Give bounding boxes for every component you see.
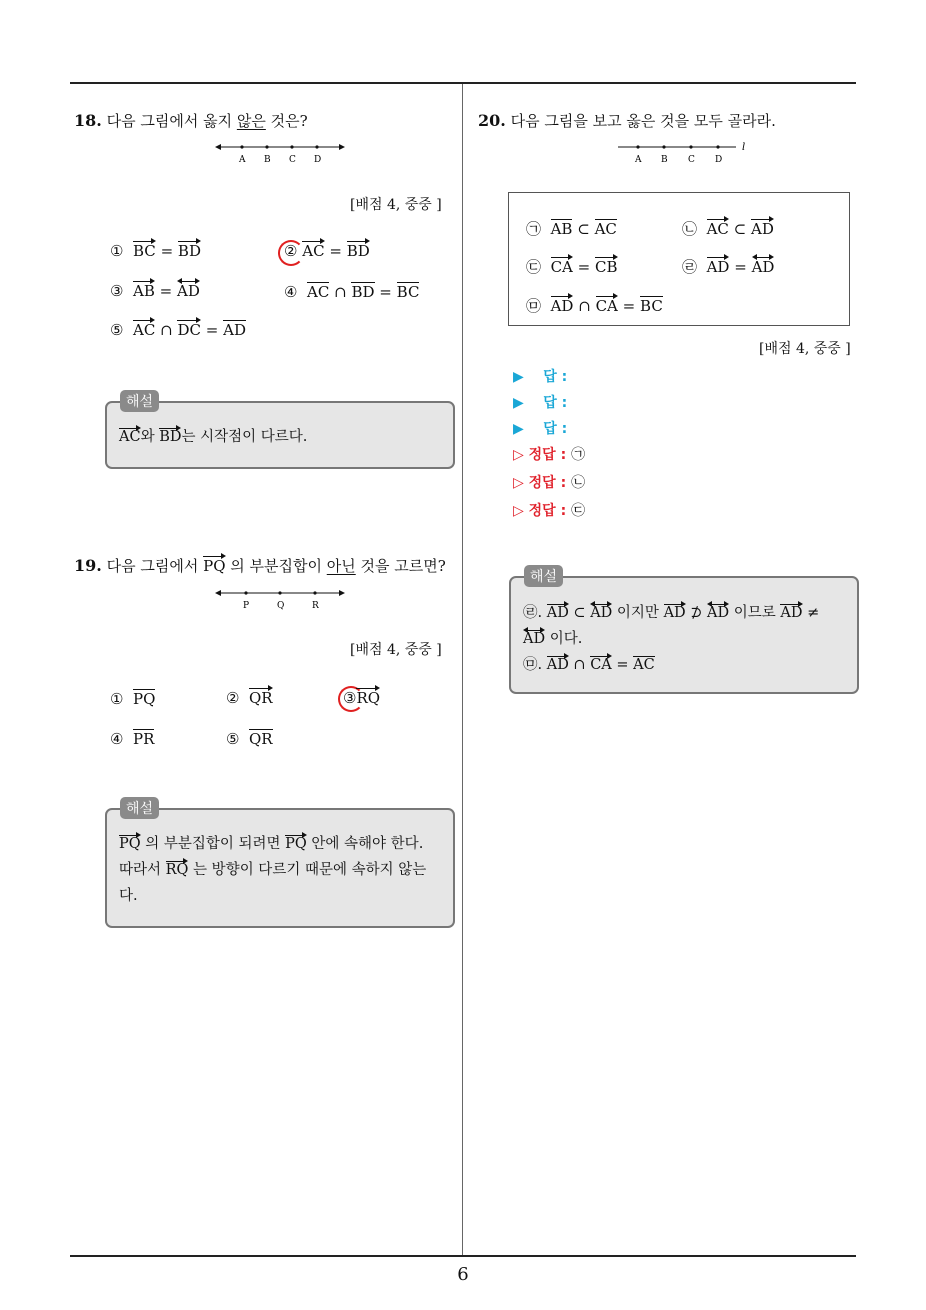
q20-item-1: ㉠ AB ⊂ AC <box>526 220 617 238</box>
q19-option-1[interactable]: ① PQ <box>110 690 156 708</box>
q19-explanation-box <box>105 808 455 928</box>
answer-line-3[interactable]: ▶ 답 : <box>513 421 568 437</box>
q20-item-2: ㉡ AC ⊂ AD <box>682 220 774 238</box>
q18-text-end: 것은? <box>265 112 308 130</box>
q18-option-3[interactable]: ③ AB = AD <box>110 282 200 300</box>
q18-point-label: B <box>264 155 271 165</box>
outline-arrow-icon: ▷ <box>513 475 524 491</box>
q18-underlined: 않은 <box>236 112 266 130</box>
q18-title <box>74 110 308 131</box>
q18-point-label: A <box>239 155 246 165</box>
q20-point-label: D <box>715 155 723 165</box>
q18-option-4[interactable]: ④ AC ∩ BD = BC <box>284 283 420 301</box>
play-arrow-icon: ▶ <box>513 395 524 411</box>
top-rule <box>70 82 856 84</box>
column-divider <box>462 84 463 1256</box>
q20-explanation-box <box>509 576 859 694</box>
q18-explanation: AC와 BD는 시작점이 다르다. <box>119 429 308 445</box>
answer-line-2[interactable]: ▶ 답 : <box>513 395 568 411</box>
q18-explanation-box <box>105 401 455 469</box>
q18-point-label: D <box>314 155 322 165</box>
q19-point-label: Q <box>277 601 285 611</box>
q20-point-label: B <box>661 155 668 165</box>
q19-option-5[interactable]: ⑤ QR <box>226 730 273 748</box>
q18-point-label: C <box>289 155 296 165</box>
q18-explanation-tag: 해설 <box>120 390 159 412</box>
page-number: 6 <box>457 1264 469 1285</box>
q18-option-2[interactable]: ② AC = BD <box>284 242 370 260</box>
correct-answer-3: ▷ 정답 : ㉢ <box>513 503 586 519</box>
play-arrow-icon: ▶ <box>513 421 524 437</box>
q19-option-4[interactable]: ④ PR <box>110 730 155 748</box>
bottom-rule <box>70 1255 856 1257</box>
q19-point-label: P <box>243 601 250 611</box>
q20-line-figure <box>618 140 748 166</box>
outline-arrow-icon: ▷ <box>513 447 524 463</box>
q19-explanation: PQ 의 부분집합이 되려면 PQ 안에 속해야 한다. 따라서 RQ 는 방향이 다르기 때문에 속하지 않는 다. <box>119 836 427 904</box>
q19-option-3[interactable]: ③RQ <box>343 689 381 707</box>
outline-arrow-icon: ▷ <box>513 503 524 519</box>
q19-line-figure <box>215 586 345 612</box>
q18-line-figure <box>215 140 345 166</box>
q20-item-3: ㉢ CA = CB <box>526 258 618 276</box>
q20-explanation: ㉣. AD ⊂ AD 이지만 AD ⊅ AD 이므로 AD ≠ AD 이다. ㉤. AD ∩ CA = AC <box>523 600 819 678</box>
q19-option-2[interactable]: ② QR <box>226 689 273 707</box>
q20-item-5: ㉤ AD ∩ CA = BC <box>526 297 663 315</box>
q18-number: 18. <box>74 111 102 130</box>
q18-score: [배점 4, 중중 ] <box>350 197 442 213</box>
q18-option-5[interactable]: ⑤ AC ∩ DC = AD <box>110 321 246 339</box>
q19-number: 19. <box>74 556 102 575</box>
correct-answer-1: ▷ 정답 : ㉠ <box>513 447 586 463</box>
q20-point-label: A <box>635 155 642 165</box>
q19-explanation-tag: 해설 <box>120 797 159 819</box>
q19-point-label: R <box>312 601 319 611</box>
q20-line-label: l <box>742 142 746 153</box>
q20-score: [배점 4, 중중 ] <box>759 341 851 357</box>
q19-score: [배점 4, 중중 ] <box>350 642 442 658</box>
q20-point-label: C <box>688 155 695 165</box>
q18-option-1[interactable]: ① BC = BD <box>110 242 201 260</box>
play-arrow-icon: ▶ <box>513 369 524 385</box>
q20-item-4: ㉣ AD = AD <box>682 256 774 277</box>
q20-explanation-tag: 해설 <box>524 565 563 587</box>
q20-number: 20. <box>478 111 506 130</box>
q18-text: 다음 그림에서 옳지 <box>106 112 237 130</box>
q19-title: 19. 다음 그림에서 PQ 의 부분집합이 아닌 것을 고르면? <box>74 556 446 575</box>
answer-line-1[interactable]: ▶ 답 : <box>513 369 568 385</box>
q20-title: 20. 다음 그림을 보고 옳은 것을 모두 골라라. <box>478 111 776 130</box>
correct-answer-2: ▷ 정답 : ㉡ <box>513 475 586 491</box>
